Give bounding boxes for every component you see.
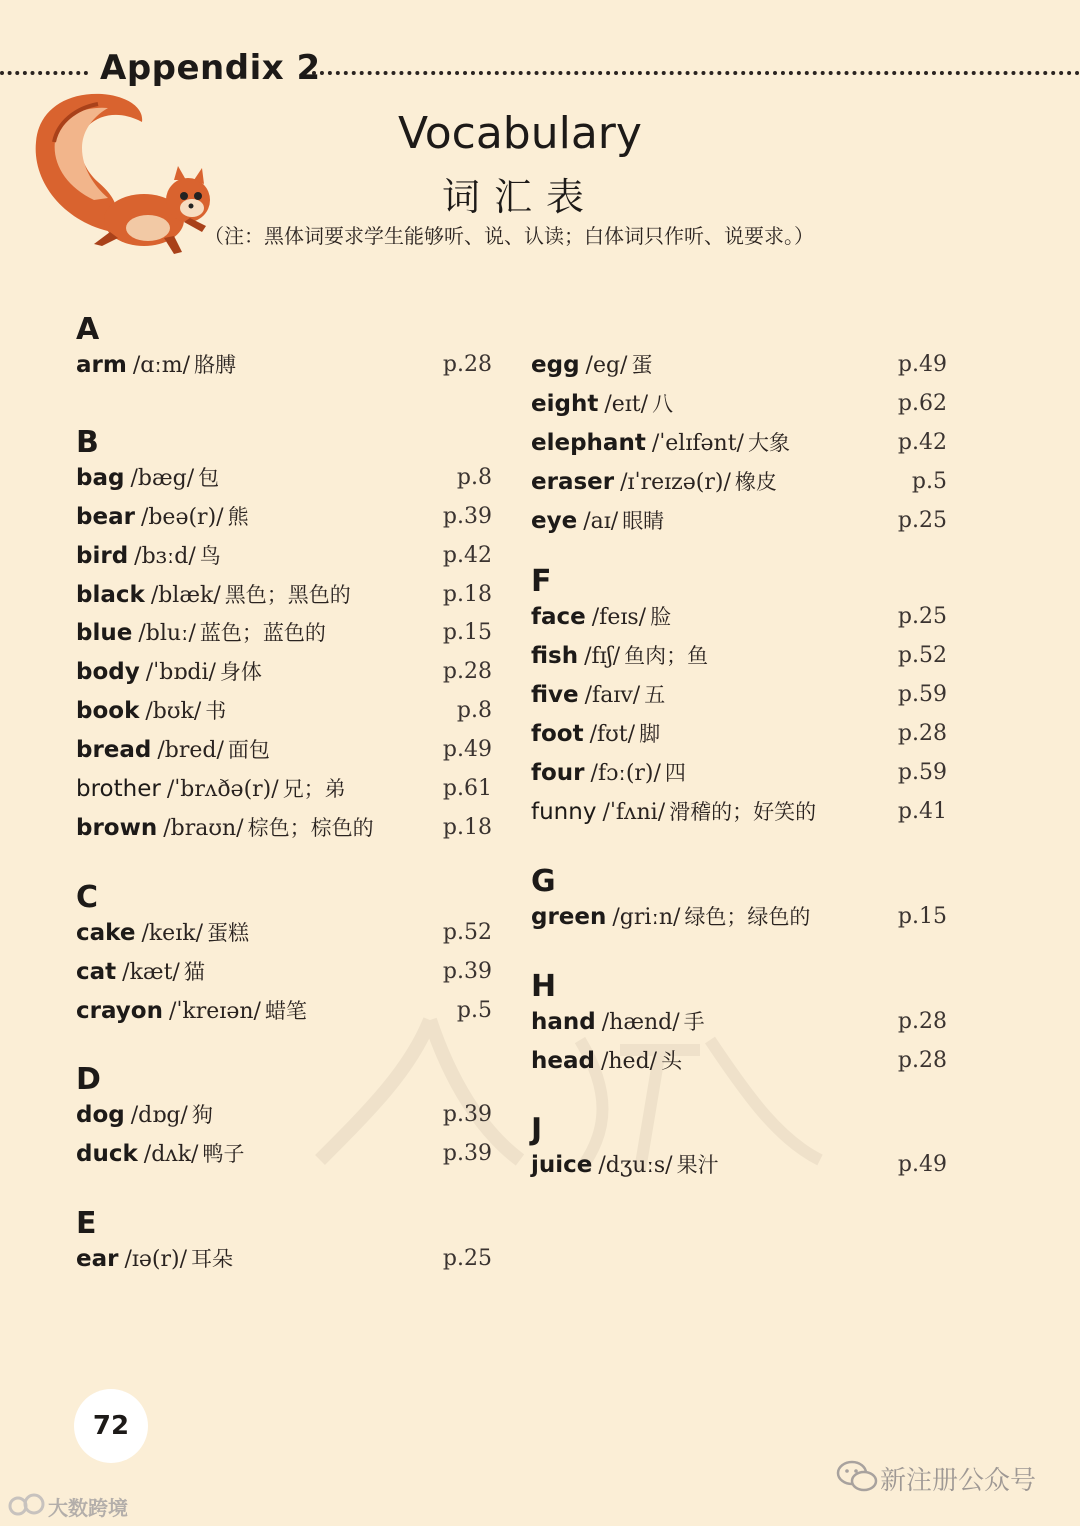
entry-page: p.18 xyxy=(442,581,492,607)
section-b xyxy=(76,423,496,848)
entry-meaning: 狗 xyxy=(191,1103,213,1128)
vocab-entry xyxy=(531,898,951,937)
vocab-entry xyxy=(76,770,496,809)
entry-phonetic: /eɪt/ xyxy=(604,391,649,417)
vocab-entry xyxy=(531,676,951,715)
entry-phonetic: /braʊn/ xyxy=(163,815,244,841)
entry-page: p.59 xyxy=(897,760,947,786)
vocab-entry xyxy=(531,715,951,754)
entry-phonetic: /hænd/ xyxy=(601,1009,680,1035)
entry-word: bear xyxy=(76,503,135,530)
entry-meaning: 蜡笔 xyxy=(264,998,307,1023)
vocab-entry xyxy=(76,346,496,385)
vocab-entry xyxy=(531,346,951,385)
entry-phonetic: /fʊt/ xyxy=(589,722,636,748)
entry-word: eye xyxy=(531,507,578,534)
entry-phonetic: /feɪs/ xyxy=(591,605,647,631)
page-title: Vocabulary xyxy=(398,108,642,159)
section-continued xyxy=(531,346,951,540)
entry-meaning: 大象 xyxy=(747,430,790,455)
entry-meaning: 棕色；棕色的 xyxy=(247,815,374,840)
entry-page: p.49 xyxy=(442,737,492,763)
entry-word: face xyxy=(531,604,586,631)
vocab-entry xyxy=(531,637,951,676)
entry-meaning: 手 xyxy=(683,1009,705,1034)
vocab-entry xyxy=(76,1096,496,1135)
entry-phonetic: /eg/ xyxy=(585,353,628,378)
entry-word: four xyxy=(531,760,585,787)
entry-page: p.25 xyxy=(442,1246,492,1272)
entry-phonetic: /hed/ xyxy=(600,1048,658,1074)
entry-page: p.39 xyxy=(442,1141,492,1167)
entry-phonetic: /ɑːm/ xyxy=(132,353,191,378)
entry-meaning: 熊 xyxy=(227,504,249,529)
entry-meaning: 身体 xyxy=(219,660,262,685)
entry-meaning: 滑稽的；好笑的 xyxy=(669,799,817,824)
entry-word: blue xyxy=(76,620,133,647)
section-d xyxy=(76,1060,496,1174)
dotted-rule-left xyxy=(0,71,88,75)
entry-word: dog xyxy=(76,1102,125,1129)
entry-meaning: 脸 xyxy=(650,605,672,630)
entry-meaning: 果汁 xyxy=(676,1153,719,1178)
entry-word: bag xyxy=(76,464,125,491)
vocab-entry xyxy=(531,1146,951,1185)
entry-phonetic: /ˈelɪfənt/ xyxy=(651,430,744,456)
entry-page: p.28 xyxy=(442,352,492,377)
entry-phonetic: /bred/ xyxy=(157,738,224,764)
entry-phonetic: /ˈbɒdi/ xyxy=(145,660,216,686)
vocab-entry xyxy=(76,498,496,537)
entry-phonetic: /dʒuːs/ xyxy=(598,1153,673,1179)
entry-phonetic: /griːn/ xyxy=(612,904,681,930)
entry-meaning: 鱼肉；鱼 xyxy=(624,644,709,669)
vocab-entry xyxy=(531,424,951,463)
section-j xyxy=(531,1110,951,1185)
vocab-entry xyxy=(76,1240,496,1279)
vocab-entry xyxy=(76,537,496,576)
entry-word: elephant xyxy=(531,429,646,456)
entry-meaning: 五 xyxy=(644,683,666,708)
entry-page: p.8 xyxy=(456,698,492,724)
vocab-entry xyxy=(76,1135,496,1174)
entry-phonetic: /ˈfʌni/ xyxy=(602,799,666,825)
section-a xyxy=(76,310,496,385)
entry-page: p.25 xyxy=(897,604,947,630)
entry-meaning: 胳膊 xyxy=(194,353,237,377)
vocab-entry xyxy=(531,1003,951,1042)
entry-word: head xyxy=(531,1047,595,1074)
entry-phonetic: /fɔː(r)/ xyxy=(590,761,661,787)
source-watermark-left: 大数跨境 xyxy=(48,1496,128,1520)
entry-word: black xyxy=(76,581,145,608)
entry-page: p.25 xyxy=(897,507,947,533)
section-letter: H xyxy=(531,968,557,1004)
section-letter: E xyxy=(76,1206,97,1242)
vocab-entry xyxy=(76,459,496,498)
entry-meaning: 四 xyxy=(664,761,686,786)
entry-page: p.62 xyxy=(897,390,947,416)
entry-page: p.49 xyxy=(897,1152,947,1178)
vocab-entry xyxy=(531,502,951,541)
entry-word: egg xyxy=(531,352,580,378)
vocab-entry xyxy=(531,385,951,424)
entry-phonetic: /bluː/ xyxy=(138,621,196,647)
entry-word: brother xyxy=(76,776,161,803)
section-letter: C xyxy=(76,879,99,915)
entry-meaning: 八 xyxy=(652,391,674,416)
entry-word: book xyxy=(76,698,140,725)
entry-word: green xyxy=(531,903,607,930)
section-letter: D xyxy=(76,1062,101,1098)
entry-word: crayon xyxy=(76,997,163,1024)
entry-meaning: 头 xyxy=(661,1048,683,1073)
entry-phonetic: /kæt/ xyxy=(122,959,180,985)
entry-meaning: 包 xyxy=(198,465,220,490)
entry-meaning: 猫 xyxy=(183,959,205,984)
entry-meaning: 橡皮 xyxy=(734,469,777,494)
entry-phonetic: /beə(r)/ xyxy=(140,504,224,530)
entry-phonetic: /keɪk/ xyxy=(141,920,203,946)
entry-word: brown xyxy=(76,814,158,841)
source-watermark-right: 新注册公众号 xyxy=(880,1466,1037,1496)
section-letter: B xyxy=(76,424,99,460)
entry-phonetic: /aɪ/ xyxy=(583,508,619,534)
entry-page: p.61 xyxy=(442,776,492,802)
section-letter: F xyxy=(531,564,552,600)
entry-page: p.59 xyxy=(897,682,947,708)
section-e xyxy=(76,1204,496,1279)
vocab-entry xyxy=(76,953,496,992)
entry-phonetic: /dɒg/ xyxy=(130,1103,188,1129)
entry-page: p.18 xyxy=(442,814,492,840)
entry-phonetic: /fɪʃ/ xyxy=(584,644,621,670)
page-number: 72 xyxy=(74,1389,148,1463)
section-letter: J xyxy=(531,1112,543,1148)
entry-page: p.39 xyxy=(442,958,492,984)
usage-note: （注：黑体词要求学生能够听、说、认读；白体词只作听、说要求。） xyxy=(204,224,814,248)
section-letter: G xyxy=(531,863,556,899)
entry-page: p.28 xyxy=(897,721,947,747)
entry-phonetic: /dʌk/ xyxy=(143,1142,199,1168)
entry-page: p.28 xyxy=(897,1008,947,1034)
entry-page: p.49 xyxy=(897,352,947,377)
entry-meaning: 鸟 xyxy=(199,543,221,568)
entry-page: p.52 xyxy=(442,919,492,945)
entry-page: p.5 xyxy=(911,468,947,494)
vocab-entry xyxy=(76,731,496,770)
page-subtitle: 词汇表 xyxy=(441,175,598,219)
entry-meaning: 眼睛 xyxy=(622,508,665,533)
entry-page: p.5 xyxy=(456,997,492,1023)
entry-word: hand xyxy=(531,1008,596,1035)
entry-meaning: 面包 xyxy=(227,738,270,763)
vocab-entry xyxy=(76,809,496,848)
section-f xyxy=(531,562,951,831)
entry-phonetic: /ɪˈreɪzə(r)/ xyxy=(620,469,731,495)
entry-meaning: 兄；弟 xyxy=(282,777,346,802)
entry-phonetic: /blæk/ xyxy=(150,582,221,608)
vocab-entry xyxy=(531,598,951,637)
entry-word: eight xyxy=(531,390,599,417)
entry-word: five xyxy=(531,682,579,709)
vocab-entry xyxy=(76,576,496,615)
entry-page: p.42 xyxy=(442,542,492,568)
vocab-entry xyxy=(76,692,496,731)
section-g xyxy=(531,862,951,937)
vocab-entry xyxy=(531,754,951,793)
entry-word: fish xyxy=(531,643,579,670)
entry-phonetic: /faɪv/ xyxy=(584,683,641,709)
entry-phonetic: /bæg/ xyxy=(130,465,195,491)
section-c xyxy=(76,878,496,1031)
entry-word: juice xyxy=(531,1152,593,1179)
entry-phonetic: /ˈbrʌðə(r)/ xyxy=(166,777,279,803)
entry-meaning: 黑色；黑色的 xyxy=(224,582,351,607)
vocab-entry xyxy=(76,914,496,953)
entry-page: p.42 xyxy=(897,429,947,455)
entry-meaning: 书 xyxy=(205,699,227,724)
brand-logo-icon xyxy=(8,1492,48,1520)
section-h xyxy=(531,967,951,1081)
appendix-heading: Appendix 2 xyxy=(100,48,321,88)
entry-word: bread xyxy=(76,737,152,764)
entry-meaning: 脚 xyxy=(639,722,661,747)
vocab-entry xyxy=(76,992,496,1031)
entry-meaning: 蓝色；蓝色的 xyxy=(199,621,326,646)
dotted-rule-right xyxy=(312,71,1080,75)
entry-word: cake xyxy=(76,919,136,946)
entry-phonetic: /ˈkreɪən/ xyxy=(168,998,261,1024)
entry-page: p.28 xyxy=(442,659,492,685)
entry-meaning: 绿色；绿色的 xyxy=(684,904,811,929)
entry-word: duck xyxy=(76,1141,138,1168)
entry-meaning: 蛋糕 xyxy=(206,920,249,945)
entry-meaning: 蛋 xyxy=(631,353,653,377)
entry-word: ear xyxy=(76,1246,119,1273)
entry-page: p.52 xyxy=(897,643,947,669)
entry-page: p.8 xyxy=(456,464,492,490)
entry-page: p.39 xyxy=(442,503,492,529)
entry-meaning: 鸭子 xyxy=(202,1142,245,1167)
entry-word: cat xyxy=(76,958,117,985)
vocab-entry xyxy=(531,793,951,832)
section-letter: A xyxy=(76,312,100,347)
vocab-entry xyxy=(531,1042,951,1081)
entry-phonetic: /bʊk/ xyxy=(145,699,202,725)
vocab-entry xyxy=(76,653,496,692)
entry-page: p.39 xyxy=(442,1102,492,1128)
entry-phonetic: /ɪə(r)/ xyxy=(124,1247,188,1273)
entry-page: p.15 xyxy=(442,620,492,646)
entry-word: body xyxy=(76,659,140,686)
entry-word: foot xyxy=(531,721,584,748)
entry-word: arm xyxy=(76,352,127,378)
entry-page: p.41 xyxy=(897,798,947,824)
entry-page: p.28 xyxy=(897,1047,947,1073)
entry-word: eraser xyxy=(531,468,615,495)
entry-page: p.15 xyxy=(897,903,947,929)
entry-word: bird xyxy=(76,542,129,569)
vocab-column-left xyxy=(76,310,496,1279)
vocab-entry xyxy=(76,614,496,653)
entry-word: funny xyxy=(531,798,597,825)
wechat-icon xyxy=(836,1458,878,1494)
entry-meaning: 耳朵 xyxy=(191,1247,234,1272)
entry-phonetic: /bɜːd/ xyxy=(134,543,196,569)
vocab-column-right xyxy=(531,310,951,1185)
vocab-entry xyxy=(531,463,951,502)
